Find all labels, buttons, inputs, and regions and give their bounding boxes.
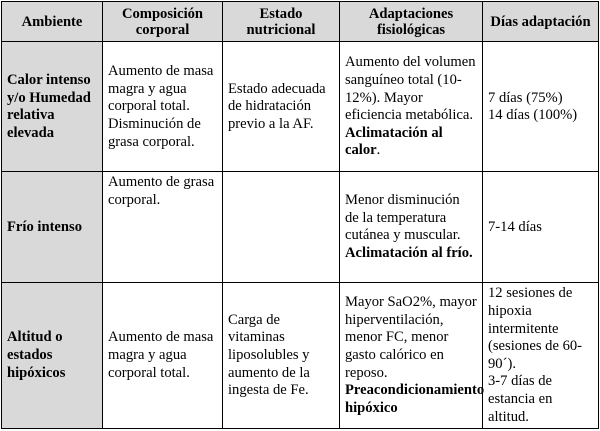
adaptaciones-tail: . bbox=[376, 142, 381, 159]
cell-composicion: Aumento de grasa corporal. bbox=[103, 172, 223, 282]
adaptaciones-bold: Aclimatación al frío. bbox=[345, 245, 473, 262]
table-header-row bbox=[2, 2, 599, 42]
header-dias-adaptacion: Días adaptación bbox=[483, 2, 599, 42]
table-row bbox=[2, 282, 599, 428]
adaptaciones-text: Menor disminución de la temperatura cutánea y muscular. bbox=[345, 192, 461, 244]
cell-dias bbox=[483, 172, 599, 282]
header-adaptaciones: Adaptaciones fisiológicas bbox=[340, 2, 483, 42]
cell-adaptaciones bbox=[340, 172, 483, 282]
cell-adaptaciones bbox=[340, 42, 483, 172]
cell-ambiente: Altitud o estados hipóxicos bbox=[2, 282, 103, 428]
cell-nutricional: Carga de vitaminas liposolubles y aumento de la ingesta de Fe. bbox=[223, 282, 340, 428]
dias-line: 3-7 días de estancia en altitud. bbox=[488, 373, 553, 425]
adaptaciones-bold: Aclimatación al calor bbox=[345, 124, 443, 159]
cell-ambiente: Calor intenso y/o Humedad relativa elevada bbox=[2, 42, 103, 172]
cell-dias bbox=[483, 282, 599, 428]
cell-adaptaciones bbox=[340, 282, 483, 428]
adaptaciones-bold: Preacondicionamiento hipóxico bbox=[345, 382, 485, 416]
table-row bbox=[2, 42, 599, 172]
dias-line: 7 días (75%) bbox=[488, 89, 563, 106]
header-composicion: Composición corporal bbox=[103, 2, 223, 42]
dias-line: 12 sesiones de hipoxia intermitente (sesiones de 60-90´). bbox=[488, 285, 583, 372]
acclimatization-table bbox=[1, 1, 599, 429]
header-ambiente: Ambiente bbox=[2, 2, 103, 42]
cell-nutricional bbox=[223, 172, 340, 282]
cell-nutricional: Estado adecuada de hidratación previo a la AF. bbox=[223, 42, 340, 172]
header-estado-nutricional: Estado nutricional bbox=[223, 2, 340, 42]
dias-line: 7-14 días bbox=[488, 218, 542, 235]
cell-composicion: Aumento de masa magra y agua corporal total. bbox=[103, 282, 223, 428]
dias-line: 14 días (100%) bbox=[488, 107, 578, 124]
cell-ambiente: Frío intenso bbox=[2, 172, 103, 282]
adaptaciones-text: Aumento del volumen sanguíneo total (10-12%). Mayor eficiencia metabólica. bbox=[345, 54, 476, 124]
cell-composicion: Aumento de masa magra y agua corporal total. Disminución de grasa corporal. bbox=[103, 42, 223, 172]
table-row bbox=[2, 172, 599, 282]
adaptaciones-text: Mayor SaO2%, mayor hiperventilación, menor FC, menor gasto calórico en reposo. bbox=[345, 294, 477, 381]
cell-dias bbox=[483, 42, 599, 172]
